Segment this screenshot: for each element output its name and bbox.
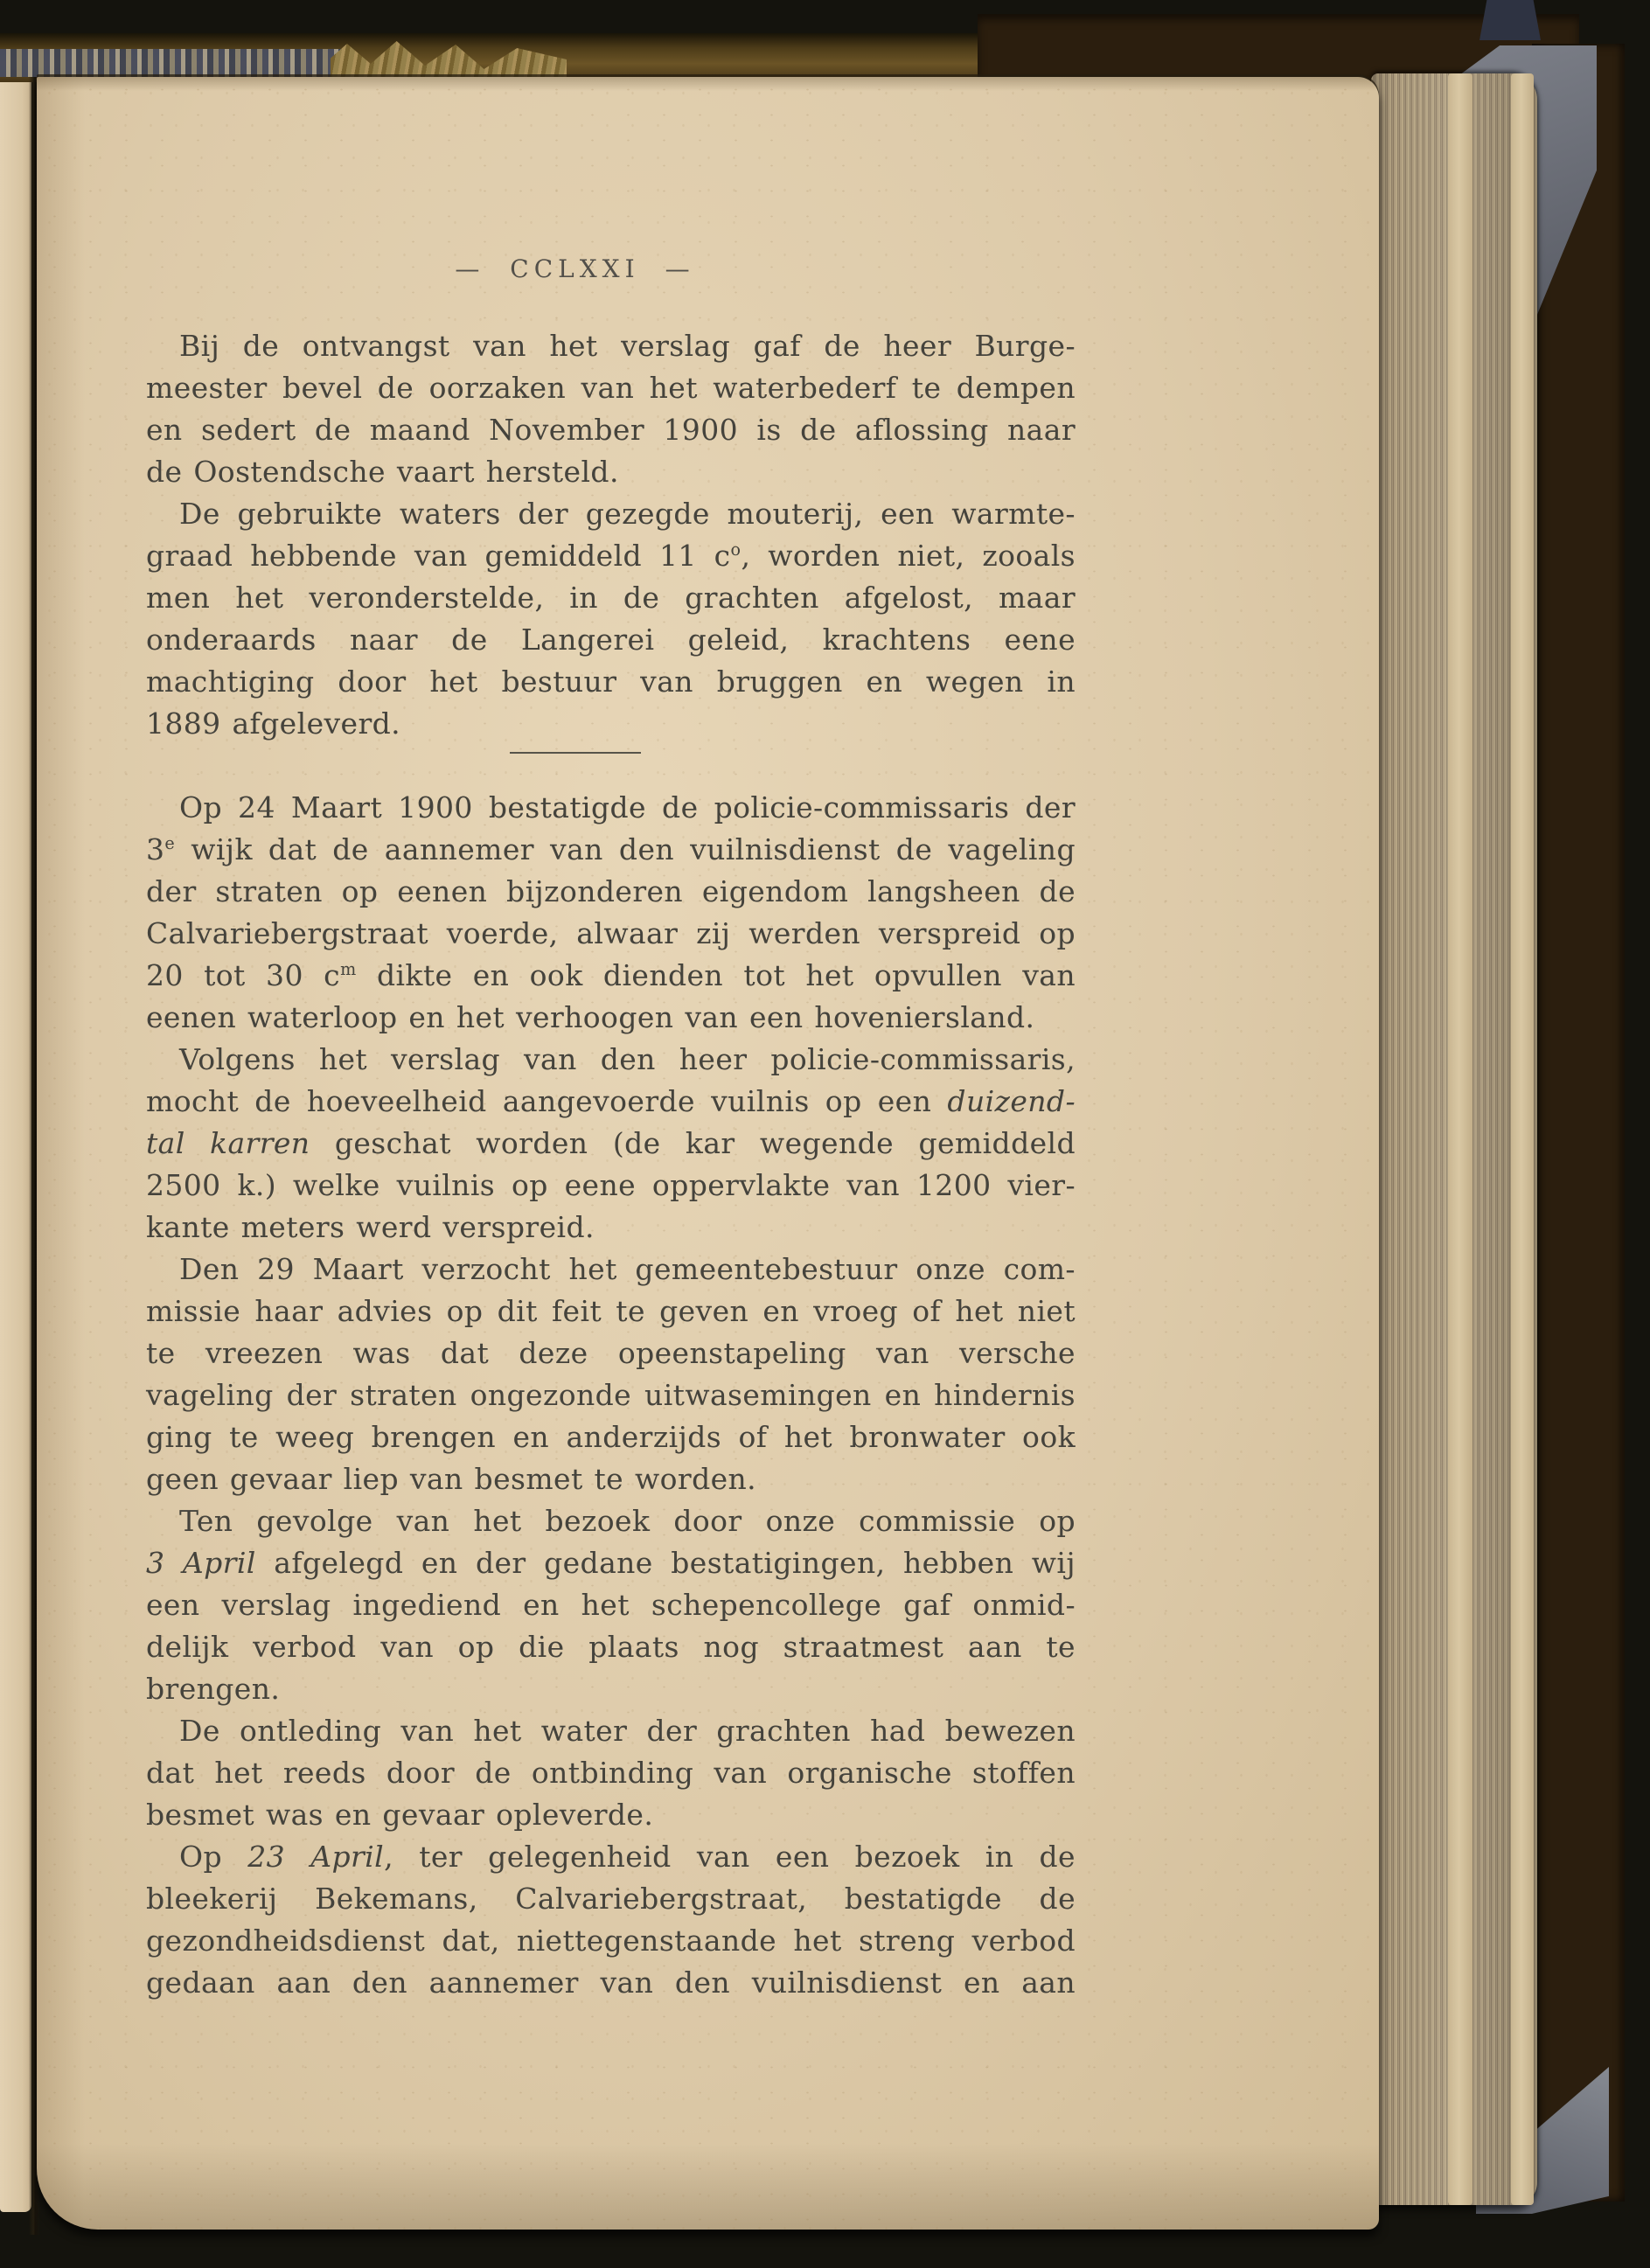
text-line bbox=[146, 409, 1076, 451]
text-segment: dikte en ook dienden tot het opvullen van bbox=[356, 958, 1076, 992]
marbled-cover-right bbox=[1532, 44, 1625, 2202]
text-line bbox=[146, 829, 1076, 871]
text-segment: Bij de ontvangst van het verslag gaf de heer Burge- bbox=[179, 329, 1076, 363]
text-segment: wijk dat de aannemer van den vuilnisdienst de vageling bbox=[175, 832, 1076, 866]
text-segment: , worden niet, zooals bbox=[741, 539, 1076, 573]
text-segment: Ten gevolge van het bezoek door onze commissie op bbox=[179, 1504, 1076, 1538]
page-block-fore-edge bbox=[1371, 73, 1537, 2205]
text-line bbox=[146, 1584, 1076, 1626]
text-segment: dat het reeds door de ontbinding van organische stoffen bbox=[146, 1756, 1076, 1790]
facing-page-edge bbox=[0, 82, 31, 2212]
text-segment: De gebruikte waters der gezegde mouterij, een warmte- bbox=[179, 497, 1076, 531]
text-line bbox=[146, 1123, 1076, 1165]
text-segment: der straten op eenen bijzonderen eigendom langsheen de bbox=[146, 874, 1076, 908]
paragraph bbox=[146, 1249, 1076, 1500]
text-line bbox=[146, 1081, 1076, 1123]
text-segment: Volgens het verslag van den heer policie-commissaris, bbox=[179, 1042, 1076, 1076]
divider-line bbox=[510, 752, 641, 754]
text-line bbox=[146, 661, 1076, 703]
text-segment: gezondheidsdienst dat, niettegenstaande het streng verbod bbox=[146, 1924, 1076, 1958]
text-segment: missie haar advies op dit feit te geven en vroeg of het niet bbox=[146, 1294, 1076, 1328]
text-segment: de Oostendsche vaart hersteld. bbox=[146, 455, 619, 489]
text-line bbox=[146, 1542, 1076, 1584]
text-line bbox=[146, 1752, 1076, 1794]
text-line bbox=[146, 1291, 1076, 1332]
page-number-header: — CCLXXI — bbox=[455, 254, 695, 283]
text-line bbox=[146, 1836, 1076, 1878]
paragraph bbox=[146, 325, 1076, 493]
text-segment: Den 29 Maart verzocht het gemeentebestuur onze com- bbox=[179, 1252, 1076, 1286]
text-line bbox=[146, 577, 1076, 619]
text-segment: Op bbox=[179, 1840, 248, 1874]
body-text bbox=[146, 325, 1076, 2004]
text-segment: duizend- bbox=[947, 1084, 1076, 1118]
text-line bbox=[146, 1374, 1076, 1416]
text-segment: Calvariebergstraat voerde, alwaar zij werden verspreid op bbox=[146, 916, 1076, 950]
text-segment: De ontleding van het water der grachten had bewezen bbox=[179, 1714, 1076, 1748]
text-segment: geen gevaar liep van besmet te worden. bbox=[146, 1462, 757, 1496]
paragraph bbox=[146, 1039, 1076, 1249]
text-segment: kante meters werd verspreid. bbox=[146, 1210, 595, 1244]
section-divider bbox=[110, 745, 1040, 787]
text-segment: mocht de hoeveelheid aangevoerde vuilnis op een bbox=[146, 1084, 948, 1118]
paragraph bbox=[146, 787, 1076, 1039]
text-segment: afgelegd en der gedane bestatigingen, hebben wij bbox=[255, 1546, 1076, 1580]
text-segment: een verslag ingediend en het schepencollege gaf onmid- bbox=[146, 1588, 1076, 1622]
text-segment: te vreezen was dat deze opeenstapeling van versche bbox=[146, 1336, 1076, 1370]
text-segment: meester bevel de oorzaken van het waterbederf te dempen bbox=[146, 371, 1076, 405]
text-segment: geschat worden (de kar wegende gemiddeld bbox=[310, 1126, 1076, 1160]
text-line bbox=[146, 997, 1076, 1039]
text-segment: onderaards naar de Langerei geleid, krachtens eene bbox=[146, 623, 1076, 657]
text-segment: 3 bbox=[146, 832, 165, 866]
text-line bbox=[146, 1626, 1076, 1668]
text-line bbox=[146, 1416, 1076, 1458]
text-segment: bleekerij Bekemans, Calvariebergstraat, bestatigde de bbox=[146, 1882, 1076, 1916]
text-line bbox=[146, 367, 1076, 409]
text-line bbox=[146, 619, 1076, 661]
paragraph bbox=[146, 1710, 1076, 1836]
paragraph bbox=[146, 493, 1076, 745]
text-segment: graad hebbende van gemiddeld 11 c bbox=[146, 539, 731, 573]
paragraph bbox=[146, 1500, 1076, 1710]
text-line bbox=[146, 1165, 1076, 1207]
text-line bbox=[146, 535, 1076, 577]
text-line bbox=[146, 1249, 1076, 1291]
text-line bbox=[146, 703, 1076, 745]
text-line bbox=[146, 1668, 1076, 1710]
text-line bbox=[146, 1920, 1076, 1962]
text-segment: 3 April bbox=[146, 1546, 256, 1580]
text-segment: e bbox=[164, 833, 176, 853]
text-line bbox=[146, 787, 1076, 829]
text-segment: delijk verbod van op die plaats nog straatmest aan te bbox=[146, 1630, 1076, 1664]
text-segment: 20 tot 30 c bbox=[146, 958, 341, 992]
text-line bbox=[146, 1710, 1076, 1752]
text-segment: 23 April bbox=[247, 1840, 385, 1874]
text-segment: vageling der straten ongezonde uitwasemingen en hindernis bbox=[146, 1378, 1076, 1412]
text-line bbox=[146, 325, 1076, 367]
text-segment: machtiging door het bestuur van bruggen en wegen in bbox=[146, 664, 1076, 699]
text-segment: brengen. bbox=[146, 1672, 281, 1706]
text-line bbox=[146, 1332, 1076, 1374]
text-line bbox=[146, 955, 1076, 997]
text-line bbox=[146, 451, 1076, 493]
text-line bbox=[146, 1962, 1076, 2004]
text-segment: m bbox=[340, 959, 357, 979]
text-segment: tal karren bbox=[146, 1126, 310, 1160]
book-page bbox=[37, 77, 1379, 2230]
text-segment: gedaan aan den aannemer van den vuilnisdienst en aan bbox=[146, 1965, 1076, 2000]
text-line bbox=[146, 913, 1076, 955]
fore-edge-light-band bbox=[1511, 73, 1534, 2205]
text-line bbox=[146, 1878, 1076, 1920]
text-line bbox=[146, 1039, 1076, 1081]
text-segment: Op 24 Maart 1900 bestatigde de policie-commissaris der bbox=[179, 790, 1076, 824]
text-line bbox=[146, 1794, 1076, 1836]
text-block bbox=[146, 256, 1076, 2004]
text-segment: 1889 afgeleverd. bbox=[146, 706, 401, 741]
text-segment: o bbox=[730, 539, 741, 560]
text-line bbox=[146, 1500, 1076, 1542]
text-line bbox=[146, 493, 1076, 535]
fore-edge-light-band bbox=[1448, 73, 1472, 2205]
text-segment: 2500 k.) welke vuilnis op eene oppervlakte van 1200 vier- bbox=[146, 1168, 1076, 1202]
text-line bbox=[146, 871, 1076, 913]
spine-tab bbox=[1479, 0, 1541, 40]
book-headband-cloth bbox=[0, 49, 343, 77]
text-segment: besmet was en gevaar opleverde. bbox=[146, 1798, 654, 1832]
paragraph bbox=[146, 1836, 1076, 2004]
text-line bbox=[146, 1458, 1076, 1500]
text-segment: ging te weeg brengen en anderzijds of het bronwater ook bbox=[146, 1420, 1076, 1454]
text-segment: en sedert de maand November 1900 is de aflossing naar bbox=[146, 413, 1076, 447]
text-line bbox=[146, 1207, 1076, 1249]
text-segment: men het veronderstelde, in de grachten afgelost, maar bbox=[146, 581, 1076, 615]
text-segment: eenen waterloop en het verhoogen van een hoveniersland. bbox=[146, 1000, 1035, 1034]
text-segment: , ter gelegenheid van een bezoek in de bbox=[384, 1840, 1076, 1874]
